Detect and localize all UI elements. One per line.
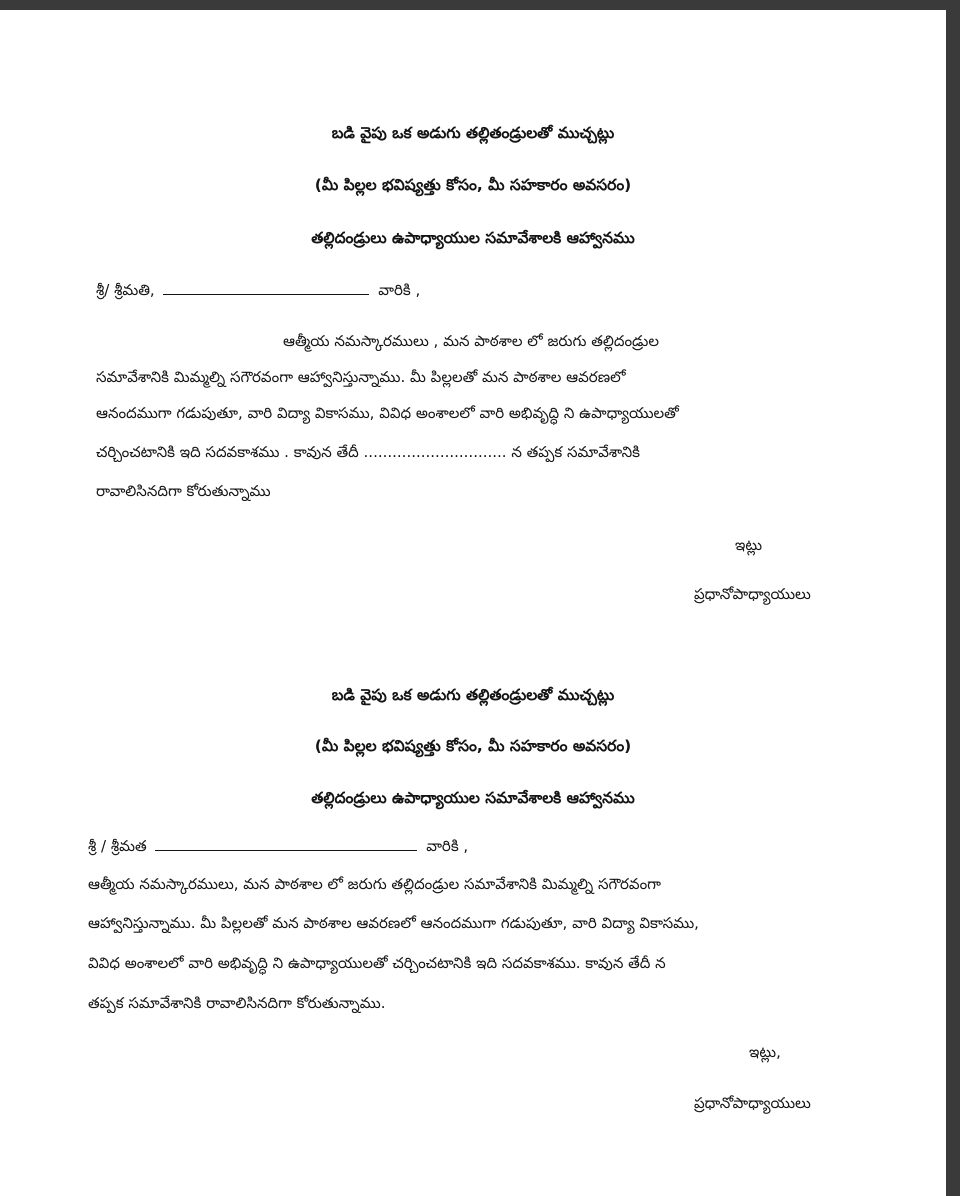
letter2-body-line: ఆహ్వానిస్తున్నాము. మీ పిల్లలతో మన పాఠశాల ఆవరణలో ఆనందముగా గడుపుతూ, వారి విద్యా వికాసము, <box>88 914 699 932</box>
letter1-body-line: చర్చించటానికి ఇది సదవకాశము . కావున తేదీ .............................. న తప్పక సమావేశానికి <box>96 443 641 461</box>
letter1-signature: ప్రధానోపాధ్యాయులు <box>694 585 811 603</box>
letter2-salutation <box>88 836 468 856</box>
letter1-salutation <box>96 280 420 300</box>
letter2-name-blank[interactable] <box>155 836 417 851</box>
letter1-salutation-suffix: వారికి , <box>378 281 421 299</box>
letter2-salutation-suffix: వారికి , <box>426 837 469 855</box>
letter1-heading: తల్లిదండ్రులు ఉపాధ్యాయుల సమావేశాలకి ఆహ్వానము <box>311 229 635 247</box>
letter2-salutation-prefix: శ్రీ / శ్రీమత <box>88 837 147 855</box>
window-frame-right <box>946 0 960 1196</box>
letter2-heading: తల్లిదండ్రులు ఉపాధ్యాయుల సమావేశాలకి ఆహ్వానము <box>311 789 635 807</box>
letter2-subtitle: (మీ పిల్లల భవిష్యత్తు కోసం, మీ సహకారం అవసరం) <box>314 737 632 755</box>
letter2-title: బడి వైపు ఒక అడుగు తల్లితండ్రులతో ముచ్చట్లు <box>331 686 615 704</box>
letter2-body-line: తప్పక సమావేశానికి రావాలిసినదిగా కోరుతున్నాము. <box>88 994 386 1012</box>
letter2-signature: ప్రధానోపాధ్యాయులు <box>694 1094 811 1112</box>
letter1-body-line: ఆనందముగా గడుపుతూ, వారి విద్యా వికాసము, వివిధ అంశాలలో వారి అభివృద్ధి ని ఉపాధ్యాయులతో <box>96 404 679 422</box>
letter1-body-line: ఆత్మీయ నమస్కారములు , మన పాఠశాల లో జరుగు తల్లిదండ్రుల <box>283 332 659 350</box>
letter1-subtitle: (మీ పిల్లల భవిష్యత్తు కోసం, మీ సహకారం అవసరం) <box>314 176 632 194</box>
letter2-body-line: వివిధ అంశాలలో వారి అభివృద్ధి ని ఉపాధ్యాయులతో చర్చించటానికి ఇది సదవకాశము. కావున తేదీ న <box>88 954 666 972</box>
letter1-title: బడి వైపు ఒక అడుగు తల్లితండ్రులతో ముచ్చట్లు <box>331 124 615 142</box>
letter1-body-line: సమావేశానికి మిమ్మల్ని సగౌరవంగా ఆహ్వానిస్తున్నాము. మీ పిల్లలతో మన పాఠశాల ఆవరణలో <box>96 368 626 386</box>
window-frame-top <box>0 0 960 10</box>
document-page <box>0 10 946 1196</box>
letter2-body-line: ఆత్మీయ నమస్కారములు, మన పాఠశాల లో జరుగు తల్లిదండ్రుల సమావేశానికి మిమ్మల్ని సగౌరవంగా <box>88 875 661 893</box>
letter1-body-line: రావాలిసినదిగా కోరుతున్నాము <box>96 482 271 500</box>
letter2-closing: ఇట్లు, <box>749 1043 781 1061</box>
letter1-closing: ఇట్లు <box>735 536 763 554</box>
letter1-salutation-prefix: శ్రీ/ శ్రీమతి, <box>96 281 155 299</box>
letter1-name-blank[interactable] <box>163 280 369 295</box>
